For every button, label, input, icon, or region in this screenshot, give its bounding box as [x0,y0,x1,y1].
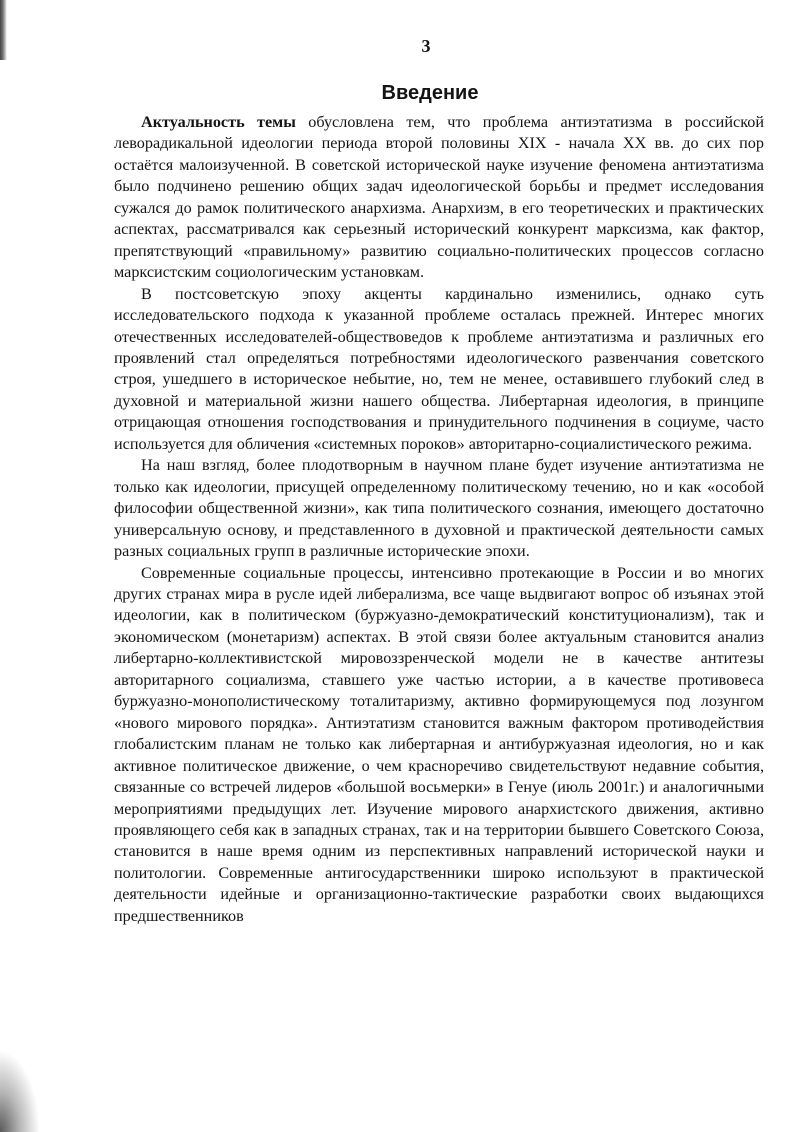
paragraph-text: обусловлена тем, что проблема антиэтатизма в российской леворадикальной идеологии периода второй половины XIX - начала XX вв. до сих пор остаётся малоизученной. В советской исторической науке изучение феномена антиэтатизма было подчинено решению общих задач идеологической борьбы и предмет исследования сужался до рамок политического анархизма. Анархизм, в его теоретических и практических аспектах, рассматривался как серьезный исторический конкурент марксизма, как фактор, препятствующий «правильному» развитию социально-политических процессов согласно марксистским социологическим установкам. [114,113,764,282]
page-number: 3 [421,36,431,56]
body-text [114,112,764,927]
paragraph-lead: Актуальность темы [141,113,296,131]
paragraph-2: В постсоветскую эпоху акценты кардинально изменились, однако суть исследовательского подхода к указанной проблеме осталась прежней. Интерес многих отечественных исследователей-обществоведов к проблеме антиэтатизма и различных его проявлений стал определяться потребностями идеологического развенчания советского строя, ушедшего в историческое небытие, но, тем не менее, оставившего глубокий след в духовной и материальной жизни нашего общества. Либертарная идеология, в принципе отрицающая отношения господствования и принудительного подчинения в социуме, часто используется для обличения «системных пороков» авторитарно-социалистического режима. [114,284,764,453]
paragraph-4: Современные социальные процессы, интенсивно протекающие в России и во многих других странах мира в русле идей либерализма, все чаще выдвигают вопрос об изъянах этой идеологии, как в политическом (буржуазно-демократический конституционализм), так и экономическом (монетаризм) аспектах. В этой связи более актуальным становится анализ либертарно-коллективистской мировоззренческой модели не в качестве антитезы авторитарного социализма, ставшего уже частью истории, а в качестве противовеса буржуазно-монополистическому тоталитаризму, активно формирующемуся под лозунгом «нового мирового порядка». Антиэтатизм становится важным фактором противодействия глобалистским планам не только как либертарная и антибуржуазная идеология, но и как активное политическое движение, о чем красноречиво свидетельствуют недавние события, связанные со встречей лидеров «большой восьмерки» в Генуе (июль 2001г.) и аналогичными мероприятиями предыдущих лет. Изучение мирового анархистского движения, активно проявляющего себя как в западных странах, так и на территории бывшего Советского Союза, становится в наше время одним из перспективных направлений исторической науки и политологии. Современные антигосударственники широко используют в практической деятельности идейные и организационно-тактические разработки своих выдающихся предшественников [114,563,764,925]
paragraph-3: На наш взгляд, более плодотворным в научном плане будет изучение антиэтатизма не только как идеологии, присущей определенному политическому течению, но и как «особой философии общественной жизни», как типа политического сознания, имеющего достаточно универсальную основу, и представленного в духовной и практической деятельности самых разных социальных групп в различные исторические эпохи. [114,456,764,561]
paragraph-1 [114,112,764,284]
page-title: Введение [381,82,479,104]
scan-corner-shadow [0,1050,40,1132]
